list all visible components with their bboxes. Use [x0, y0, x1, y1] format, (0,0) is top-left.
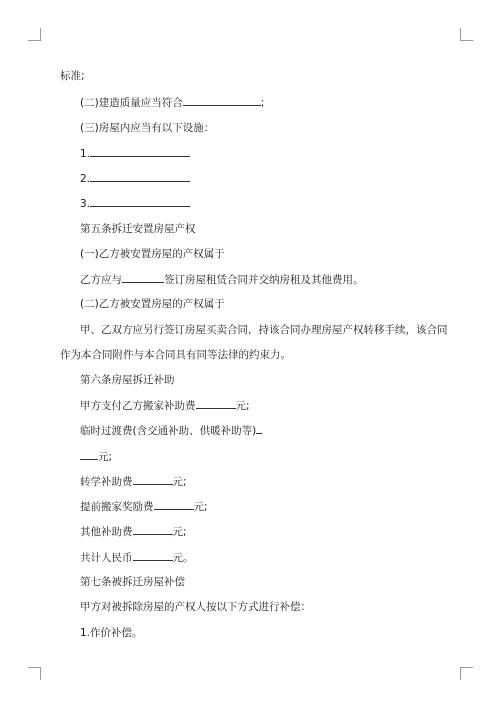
- fill-blank: [183, 95, 261, 106]
- paragraph-line: (三)房屋内应当有以下设施：: [80, 122, 215, 134]
- section-heading: 第六条房屋拆迁补助: [80, 374, 175, 386]
- fill-blank: [154, 499, 194, 510]
- paragraph-line: 转学补助费 元;: [80, 476, 187, 488]
- paragraph-line: 甲方对被拆除房屋的产权人按以下方式进行补偿：: [80, 601, 311, 613]
- paragraph-line: 3.: [80, 196, 190, 211]
- paragraph-line: 临时过渡费(含交通补助、供暖补助等): [80, 423, 262, 438]
- paragraph-line: 提前搬家奖励费 元;: [80, 501, 208, 513]
- paragraph-line: 其他补助费 元;: [80, 526, 187, 538]
- paragraph-line: 标准;: [60, 70, 85, 82]
- paragraph-line: (二)乙方被安置房屋的产权属于: [80, 298, 225, 310]
- paragraph-line: (二)建造质量应当符合 ;: [80, 97, 265, 109]
- corner-mark-bottom-right: [460, 667, 473, 680]
- paragraph-line: 乙方应与 签订房屋租赁合同并交纳房租及其他费用。: [80, 274, 364, 286]
- section-heading: 第五条拆迁安置房屋产权: [80, 223, 196, 235]
- fill-blank: [90, 196, 190, 207]
- fill-blank: [90, 171, 190, 182]
- fill-blank: [122, 272, 164, 283]
- paragraph-line: 甲方支付乙方搬家补助费 元;: [80, 400, 250, 412]
- fill-blank: [133, 474, 173, 485]
- paragraph-line: 1.: [80, 146, 190, 161]
- paragraph-line: (一)乙方被安置房屋的产权属于: [80, 248, 225, 260]
- fill-blank: [90, 146, 190, 157]
- fill-blank: [256, 423, 262, 434]
- corner-mark-top-right: [460, 28, 473, 41]
- paragraph-line: 2.: [80, 171, 190, 186]
- paragraph-line: 作为本合同附件与本合同具有同等法律的约束力。: [60, 349, 291, 361]
- paragraph-line: 元;: [80, 449, 112, 464]
- fill-blank: [133, 550, 173, 561]
- section-heading: 第七条被拆迁房屋补偿: [80, 576, 185, 588]
- fill-blank: [196, 398, 236, 409]
- corner-mark-bottom-left: [28, 667, 41, 680]
- fill-blank: [80, 449, 98, 460]
- paragraph-line: 甲、乙双方应另行签订房屋买卖合同，持该合同办理房屋产权转移手续，该合同: [80, 324, 448, 336]
- paragraph-line: 1.作价补偿。: [80, 627, 143, 639]
- corner-mark-top-left: [28, 28, 41, 41]
- fill-blank: [133, 524, 173, 535]
- paragraph-line: 共计人民币 元。: [80, 552, 194, 564]
